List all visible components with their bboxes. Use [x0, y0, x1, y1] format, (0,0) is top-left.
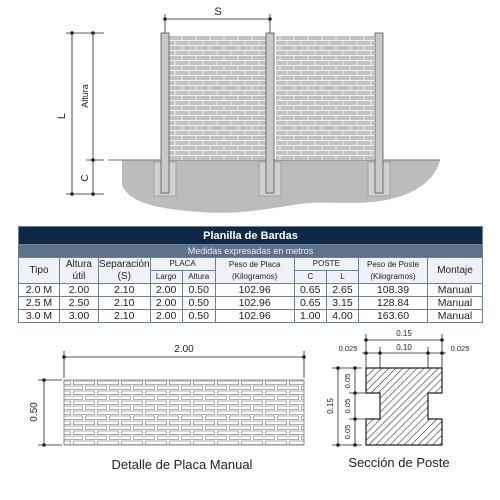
table-subtitle: Medidas expresadas en metros — [19, 245, 483, 258]
cell-tipo: 3.0 M — [19, 310, 60, 323]
header-peso-poste: Peso de Poste (Kilogramos) — [359, 258, 428, 284]
header-altura: Altura útil — [59, 258, 98, 284]
cell-l: 2.65 — [326, 284, 358, 297]
post-right — [375, 33, 383, 193]
cell-c: 1.00 — [294, 310, 326, 323]
post-cross-section — [366, 368, 442, 445]
fence-elevation — [56, 6, 440, 213]
cell-separacion: 2.10 — [98, 284, 150, 297]
post-seg-top-label: 0.05 — [343, 373, 352, 389]
post-seg-mid-label: 0.05 — [343, 398, 352, 414]
cell-peso-poste: 108.39 — [359, 284, 428, 297]
table-row — [19, 297, 483, 310]
cell-separacion: 2.10 — [98, 297, 150, 310]
post-seg-bottom-label: 0.05 — [343, 424, 352, 440]
cell-tipo: 2.0 M — [19, 284, 60, 297]
cell-peso-poste: 128.84 — [359, 297, 428, 310]
cell-altura-placa: 0.50 — [182, 284, 215, 297]
cell-l: 4.00 — [326, 310, 358, 323]
cell-l: 3.15 — [326, 297, 358, 310]
cell-c: 0.65 — [294, 297, 326, 310]
table-row — [19, 284, 483, 297]
cell-largo: 2.00 — [150, 284, 182, 297]
header-peso-placa: Peso de Placa (Kilogramos) — [215, 258, 294, 284]
post-left — [161, 33, 169, 193]
header-l: L — [326, 271, 358, 284]
post-left-flange-label: 0.025 — [338, 344, 358, 353]
cell-montaje: Manual — [428, 284, 483, 297]
header-altura-placa: Altura — [182, 271, 215, 284]
cell-altura-placa: 0.50 — [182, 297, 215, 310]
plate-detail — [29, 344, 306, 472]
cell-tipo: 2.5 M — [19, 297, 60, 310]
header-c: C — [294, 271, 326, 284]
buried-label: C — [80, 174, 91, 182]
brick-panel-right — [276, 36, 374, 160]
cell-altura-placa: 0.50 — [182, 310, 215, 323]
brick-panel-left — [168, 36, 266, 160]
header-tipo: Tipo — [19, 258, 60, 284]
cell-altura: 2.50 — [59, 297, 98, 310]
plate-height-label: 0.50 — [29, 402, 40, 422]
cell-peso-placa: 102.96 — [215, 297, 294, 310]
post-right-flange-label: 0.025 — [450, 344, 470, 353]
brick-plate — [64, 380, 304, 445]
header-placa: PLACA — [150, 258, 215, 271]
cell-separacion: 2.10 — [98, 310, 150, 323]
post-total-height-label: 0.15 — [326, 398, 335, 414]
height-label: Altura — [80, 84, 90, 108]
post-caption: Sección de Poste — [348, 455, 450, 470]
table-row — [19, 310, 483, 323]
plate-width-label: 2.00 — [174, 344, 194, 355]
cell-montaje: Manual — [428, 297, 483, 310]
cell-montaje: Manual — [428, 310, 483, 323]
header-montaje: Montaje — [428, 258, 483, 284]
cell-peso-placa: 102.96 — [215, 310, 294, 323]
cell-altura: 2.00 — [59, 284, 98, 297]
header-largo: Largo — [150, 271, 182, 284]
post-inner-width-label: 0.10 — [396, 343, 412, 352]
fence-spec-table — [18, 226, 483, 323]
spacing-label: S — [214, 6, 222, 18]
post-total-width-label: 0.15 — [396, 329, 412, 338]
plate-caption: Detalle de Placa Manual — [111, 457, 253, 472]
header-separacion: Separación (S) — [98, 258, 150, 282]
post-section — [326, 329, 469, 470]
cell-largo: 2.00 — [150, 310, 182, 323]
header-poste: POSTE — [294, 258, 358, 271]
table-title: Planilla de Bardas — [19, 227, 483, 245]
cell-c: 0.65 — [294, 284, 326, 297]
cell-peso-poste: 163.60 — [359, 310, 428, 323]
cell-altura: 3.00 — [59, 310, 98, 323]
cell-peso-placa: 102.96 — [215, 284, 294, 297]
post-middle — [266, 33, 274, 193]
length-label: L — [56, 112, 68, 120]
cell-largo: 2.00 — [150, 297, 182, 310]
